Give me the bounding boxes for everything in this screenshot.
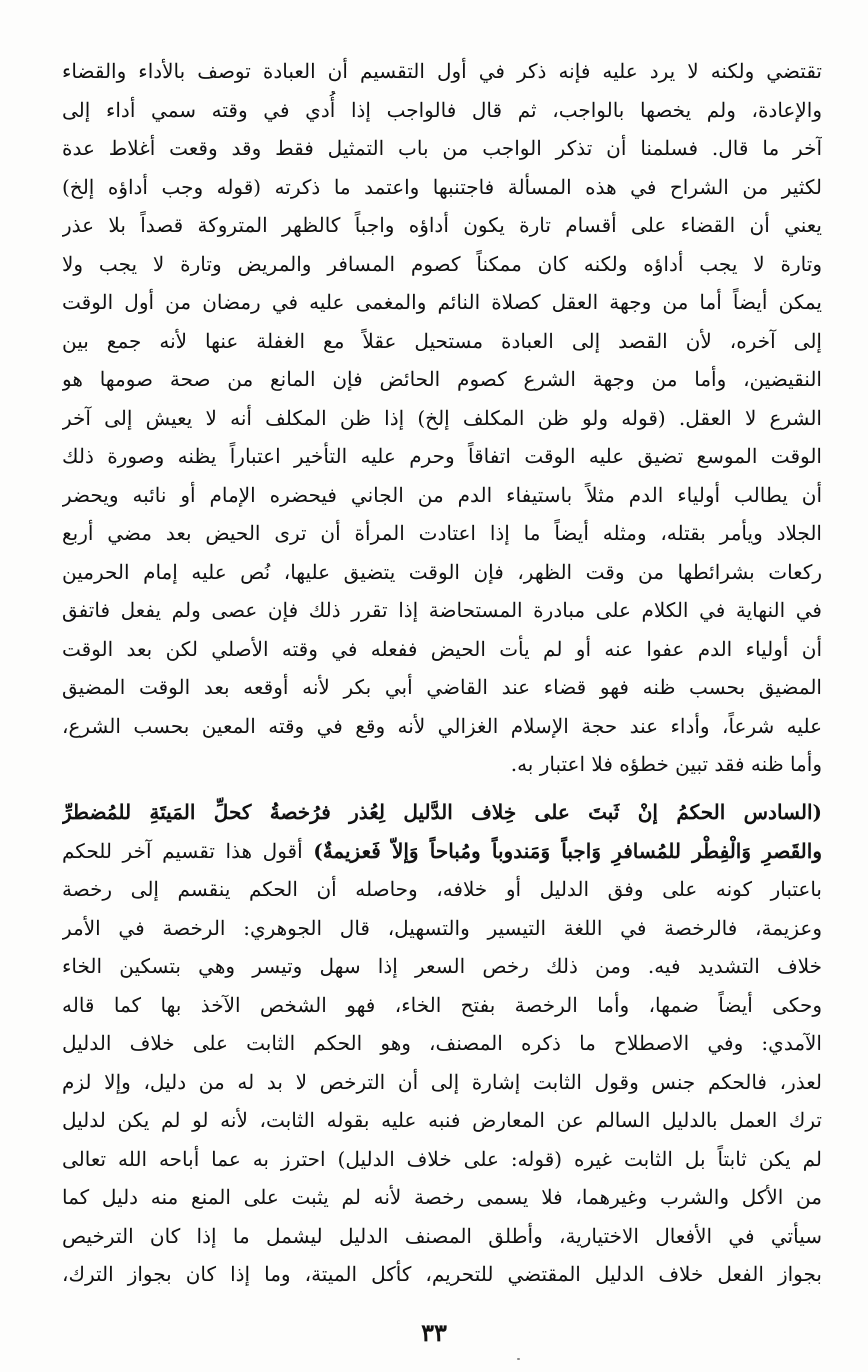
commentary-paragraph-two	[62, 793, 822, 1294]
text-line: أن يطالب أولياء الدم مثلاً باستيفاء الدم من الجاني فيحضره الإمام أو نائبه ويحضر	[62, 482, 822, 507]
quoted-matn-line: (السادس الحكمُ إنْ ثَبتَ على خِلاف الدَّليل لِعُذر فرُخصةُ كحلِّ المَيتَةِ للمُضطرِّ	[62, 800, 822, 824]
text-line: إلى آخره، لأن القصد إلى العبادة مستحيل عقلاً مع الغفلة عنها لأنه جمع بين	[62, 328, 822, 353]
text-line: وتارة لا يجب أداؤه ولكنه كان ممكناً كصوم المسافر والمريض وتارة لا يجب ولا	[62, 251, 822, 276]
text-line: لكثير من الشراح في هذه المسألة فاجتنبها واعتمد ما ذكرته (قوله وجب أداؤه إلخ)	[62, 174, 822, 199]
text-line: عليه شرعاً، وأداء عند حجة الإسلام الغزالي لأنه وقع في وقته المعين بحسب الشرع،	[62, 713, 822, 738]
scan-speck	[517, 1358, 520, 1360]
text-line: ركعات بشرائطها من وقت الظهر، فإن الوقت يتضيق عليها، نُص عليه إمام الحرمين	[62, 559, 822, 584]
text-line: وعزيمة، فالرخصة في اللغة التيسير والتسهيل، قال الجوهري: الرخصة في الأمر	[62, 915, 822, 940]
commentary-paragraph-one	[62, 52, 822, 784]
text-line: وأما ظنه فقد تبين خطؤه فلا اعتبار به.	[510, 752, 822, 776]
text-line: الشرع لا العقل. (قوله ولو ظن المكلف إلخ) إذا ظن المكلف أنه لا يعيش إلى آخر	[62, 405, 822, 430]
text-line: الجلاد ويأمر بقتله، ومثله أيضاً ما إذا اعتادت المرأة أن ترى الحيض بعد مضي أربع	[62, 521, 822, 545]
text-line: بجواز الفعل خلاف الدليل المقتضي للتحريم، كأكل الميتة، وما إذا كان بجواز الترك،	[62, 1262, 822, 1286]
text-line: المضيق بحسب ظنه فهو قضاء عند القاضي أبي بكر لأنه أوقعه بعد الوقت المضيق	[62, 675, 822, 699]
text-line: وحكى أيضاً ضمها، وأما الرخصة بفتح الخاء، فهو الشخص الآخذ بها كما قاله	[62, 992, 822, 1017]
text-line: يمكن أيضاً أما من وجهة العقل كصلاة النائم والمغمى عليه في رمضان من أول الوقت	[62, 290, 822, 314]
text-line: لعذر، فالحكم جنس وقول الثابت إشارة إلى أن الترخص لا بد له من دليل، وإلا لزم	[62, 1069, 822, 1094]
text-line: الآمدي: وفي الاصطلاح ما ذكره المصنف، وهو الحكم الثابت على خلاف الدليل	[62, 1031, 822, 1055]
quoted-matn-text: والقَصرِ وَالْفِطْر للمُسافرِ وَاجباً وَمَندوباً ومُباحاً وَإلاّ فَعزيمةٌ)	[313, 838, 822, 863]
text-line: في النهاية في الكلام على مبادرة المستحاضة إذا تقرر ذلك فإن عصى ولم يفعل فاتفق	[62, 598, 822, 622]
text-line: النقيضين، وأما من وجهة الشرع كصوم الحائض فإن المانع من صحة صومها هو	[62, 367, 822, 391]
text-line: باعتبار كونه على وفق الدليل أو خلافه، وحاصله أن الحكم ينقسم إلى رخصة	[62, 877, 822, 901]
text-line: خلاف التشديد فيه. ومن ذلك رخص السعر إذا سهل وتيسر وهي بتسكين الخاء	[62, 954, 822, 978]
text-line: من الأكل والشرب وغيرهما، فلا يسمى رخصة لأنه لم يثبت على المنع منه دليل كما	[62, 1185, 822, 1209]
text-line: سيأتي في الأفعال الاختيارية، وأطلق المصنف الدليل ليشمل ما إذا كان الترخيص	[62, 1223, 822, 1248]
page-number: ٣٣	[421, 1318, 447, 1347]
text-line: تقتضي ولكنه لا يرد عليه فإنه ذكر في أول التقسيم أن العبادة توصف بالأداء والقضاء	[62, 59, 822, 83]
mixed-text-line	[62, 832, 822, 871]
text-line: يعني أن القضاء على أقسام تارة يكون أداؤه واجباً كالظهر المتروكة قصداً بلا عذر	[62, 213, 822, 237]
text-line: الوقت الموسع تضيق عليه الوقت اتفاقاً وحرم عليه التأخير اعتباراً يظنه وصورة ذلك	[62, 444, 822, 468]
text-line: والإعادة، ولم يخصها بالواجب، ثم قال فالواجب إذا أُدي في وقته سمي أداء إلى	[62, 97, 822, 122]
text-line: ترك العمل بالدليل السالم عن المعارض فنبه عليه بقوله الثابت، لأنه لو لم يكن لدليل	[62, 1108, 822, 1132]
text-line: أن أولياء الدم عفوا عنه أو لم يأت الحيض ففعله في وقته الأصلي لكن بعد الوقت	[62, 636, 822, 661]
commentary-text: أقول هذا تقسيم آخر للحكم	[62, 838, 314, 863]
text-line: آخر ما قال. فسلمنا أن تذكر الواجب من باب التمثيل فقط وقد وقعت أغلاط عدة	[62, 136, 822, 160]
text-line: لم يكن ثابتاً بل الثابت غيره (قوله: على خلاف الدليل) احترز به عما أباحه الله تعالى	[62, 1146, 822, 1171]
